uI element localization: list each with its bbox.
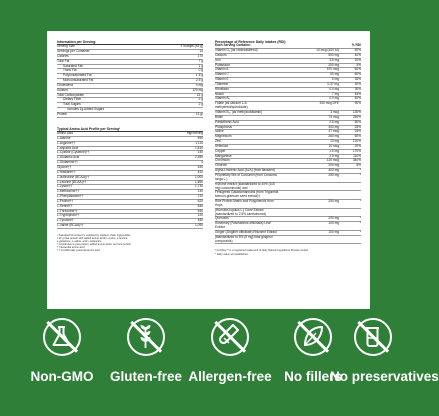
rdi-row-name: Proprietary Mix of Curcumin (from Curcuma longa L.) — [215, 172, 277, 181]
rdi-row-amount: 100 mg — [328, 229, 339, 234]
amino-row-value: 0 — [201, 160, 203, 165]
rdi-row-percent: 60% — [354, 134, 361, 139]
amino-row-value: 1,000 — [195, 174, 203, 179]
serving-row-value: 13 g² — [195, 112, 203, 117]
serving-row-value: 2.5 g — [195, 78, 203, 83]
rdi-row-amount: 250 mg — [328, 199, 339, 204]
amino-row-name: L-Histidine†† — [57, 169, 76, 174]
amino-row-name: L-Glutamine†† — [57, 160, 78, 165]
rdi-row-name: Vitamin A — [215, 67, 229, 72]
rdi-row-amount: 2.5 mg — [329, 119, 339, 124]
amino-row-value: 720 — [197, 194, 203, 199]
rdi-table — [215, 49, 361, 244]
amino-row-value: 1,730 — [195, 184, 203, 189]
rdi-row-percent: * — [359, 216, 361, 221]
leaf-icon — [294, 318, 332, 356]
rdi-row-amount: 250 mg — [328, 172, 339, 177]
serving-row-value: 14 — [199, 49, 203, 54]
rdi-row-amount — [279, 191, 339, 199]
amino-row-name: L-Tyrosine† — [57, 218, 74, 223]
badge-label: No preservatives — [330, 369, 439, 384]
rdi-row-amount: 400 mg — [328, 168, 339, 173]
rdi-row-name: Zinc — [215, 139, 222, 144]
amino-row-name: L-Alanine — [57, 135, 71, 140]
rdi-row-name: (Humulus lupulus L.) Cone Extract (standardized to 2.5% xanthohumol) — [215, 207, 267, 216]
rdi-row-amount: 570 mcg — [326, 67, 339, 72]
rdi-row-name: Chloride — [215, 163, 227, 168]
serving-row-value: 170 — [197, 53, 203, 58]
rdi-row-percent: 60% — [354, 72, 361, 77]
rdi-row-name: Thiamine — [215, 81, 229, 86]
rdi-row-name: Copper — [215, 148, 226, 153]
rdi-row-name: (standardized to 5% (5 mg) total gingerol compounds) — [215, 234, 273, 243]
serving-row-name: Total Fat — [57, 58, 70, 63]
rdi-row-percent: 170% — [352, 148, 361, 153]
test-tube-icon — [211, 318, 249, 356]
serving-row-name: Trans Fat — [63, 68, 77, 73]
rdi-row-name: Iron — [215, 57, 221, 62]
serving-row-value: 1.5 g — [195, 73, 203, 78]
rdi-row-amount: 5 mg — [331, 77, 339, 82]
rdi-row-percent: 30% — [354, 86, 361, 91]
badge-no-preservatives — [330, 318, 439, 384]
rdi-title: Percentage of Reference Daily Intakes (RDI) — [215, 40, 286, 44]
rdi-row-amount: 37 mcg — [328, 129, 339, 134]
rdi-row-amount: 100 mg — [328, 221, 339, 226]
amino-row-name: L-Phenylalanine†† — [57, 194, 84, 199]
rdi-row-percent — [339, 191, 361, 199]
amino-row-value: 140 — [197, 150, 203, 155]
serving-row-value: 0 g — [198, 68, 203, 73]
rdi-row-percent: * — [359, 229, 361, 234]
rdi-row-name: Manganese — [215, 153, 232, 158]
rdi-row-percent: 45% — [354, 91, 361, 96]
amino-row-value: 530 — [197, 164, 203, 169]
rdi-row-percent: 25% — [354, 124, 361, 129]
rdi-row-amount: 75 mcg — [328, 114, 339, 119]
rdi-row-amount: 0.37 mg — [327, 81, 339, 86]
rdi-row-percent: 20% — [354, 143, 361, 148]
amino-row-name: L-Serine†† — [57, 203, 73, 208]
amino-row-value: 2,350 — [195, 155, 203, 160]
rdi-row-percent — [339, 236, 361, 244]
amino-row-value: 590 — [197, 135, 203, 140]
rdi-row-percent: 250% — [352, 114, 361, 119]
rdi-row-percent: 50% — [354, 96, 361, 101]
badge-label: Gluten-free — [109, 369, 182, 384]
serving-info-title: Information per Serving: — [57, 40, 203, 45]
rdi-row-name: Rosemary (Rosmarinus officinalis) Leaf Extract — [215, 221, 271, 230]
rdi-row-amount: 3 mcg — [330, 110, 339, 115]
serving-row-name: Monounsaturated Fat — [63, 78, 94, 83]
footnote-line: †† Essential amino acid — [57, 246, 85, 250]
rdi-row-name: Vitamin B₁₂ (as methylcobalamin) — [215, 110, 263, 115]
badge-label: No fillers — [284, 369, 342, 384]
rdi-row-amount: 10 mcg (400 IU) — [316, 48, 339, 53]
rdi-row-amount: 500 mg — [328, 52, 339, 57]
rdi-row-amount: 2.5 mg — [329, 153, 339, 158]
amino-row-value: 120 — [197, 213, 203, 218]
rdi-row-name: Biotin — [215, 114, 223, 119]
serving-row-name: Protein — [57, 112, 68, 117]
rdi-header-name: Each Serving Contains: — [215, 43, 251, 48]
amino-row-name: L-Proline†† — [57, 198, 74, 203]
amino-row-name: L-Tryptophan†† — [57, 213, 80, 218]
amino-row-value: 1,610 — [195, 145, 203, 150]
rdi-row-percent: 60% — [354, 67, 361, 72]
flask-icon — [43, 318, 81, 356]
footnote-line: * Daily value not established — [215, 252, 248, 256]
rdi-row-percent: 90% — [354, 101, 361, 106]
rdi-row-name: Alpha-Linolenic Acid (ALA) (from flaxseed) — [215, 168, 275, 173]
rdi-row-amount — [279, 209, 339, 217]
serving-row-name: Saturated Fat¹ — [63, 63, 84, 68]
rdi-row-amount: 0.4 mg — [329, 86, 339, 91]
serving-row-name: Sodium — [57, 87, 68, 92]
footnote-line: †† Conditionally essential amino acid — [57, 249, 100, 253]
serving-row-name: Dietary Fiber — [63, 97, 82, 102]
serving-row-value: 0 mg — [195, 82, 203, 87]
rdi-row-amount: 200 mg — [328, 216, 339, 221]
rdi-row-name: Calcium — [215, 52, 227, 57]
left-column — [57, 40, 203, 303]
rdi-row-amount: 13 mg — [330, 139, 339, 144]
amino-row-value: 510 — [197, 169, 203, 174]
rdi-row-name: Selenium — [215, 143, 229, 148]
amino-header-name: Amino Acid — [57, 131, 73, 136]
rdi-row-amount: 10 mcg — [328, 143, 339, 148]
rdi-row-percent: 35% — [354, 77, 361, 82]
serving-row-value: 13 g — [196, 92, 203, 97]
rdi-row-amount: 1.5 mg — [329, 148, 339, 153]
feature-badges — [0, 318, 439, 416]
beaker-icon — [354, 318, 392, 356]
amino-row-name: L-Threonine†† — [57, 208, 78, 213]
rdi-row-name: Iodine — [215, 129, 224, 134]
rdi-row-percent: 8% — [356, 163, 361, 168]
badge-allergen-free — [185, 318, 275, 384]
amino-row-name: L-Glutamic Acid — [57, 155, 80, 160]
rdi-row — [215, 209, 361, 218]
left-footnotes — [57, 234, 203, 253]
rdi-row-percent: 50% — [354, 48, 361, 53]
serving-info-table — [57, 45, 203, 118]
amino-row-value: 140 — [197, 189, 203, 194]
badge-gluten-free — [101, 318, 191, 384]
badge-label: Non-GMO — [30, 369, 94, 384]
rdi-row-amount — [279, 236, 339, 244]
amino-row-name: Glycine†† — [57, 164, 72, 169]
serving-row-value: 7 g — [198, 58, 203, 63]
rdi-row-amount: 3.5 mg — [329, 57, 339, 62]
rdi-row-name: Pantothenic Acid — [215, 119, 239, 124]
amino-row-value: 640 — [197, 203, 203, 208]
rdi-row-percent — [339, 183, 361, 191]
serving-row-name: Servings per Container — [57, 49, 90, 54]
rdi-row-name: Rice Protein Matrix and Polyphenols from Hops — [215, 199, 274, 207]
rdi-row-percent: 340% — [352, 158, 361, 163]
footnote-line: ³ Contributes to pea protein, added amino acids, and rice protein — [57, 243, 131, 247]
rdi-row-amount: 260 mg — [328, 134, 339, 139]
amino-row-value: 1,110 — [195, 140, 203, 145]
rdi-row-percent: 4% — [356, 62, 361, 67]
rdi-row-name: Quercetin — [215, 216, 229, 221]
footnote-line: ¹ Saturated fat content is supplied by medium chain triglycerides — [57, 233, 131, 237]
amino-row-value: 1,560 — [195, 179, 203, 184]
rdi-row-name: Ginger (Zingiber officinale) Rhizome Extract — [215, 229, 277, 234]
amino-row-value: 540 — [197, 218, 203, 223]
amino-row-name: L-Aspartic Acid — [57, 145, 79, 150]
rdi-row-name: Phosphorus — [215, 124, 233, 129]
rdi-row-name: Chromium — [215, 158, 230, 163]
rdi-row-percent: 50% — [354, 119, 361, 124]
rdi-row-amount: 200 mg — [328, 62, 339, 67]
footnote-line: ² 13 g total protein with added amino acids L-lysine, L-leucine, — [57, 237, 129, 241]
serving-row-name: Cholesterol — [57, 82, 74, 87]
rdi-row-name: Vitamin C — [215, 72, 229, 77]
rdi-row-percent: 130% — [352, 110, 361, 115]
rdi-row-amount: 0.9 mg — [329, 96, 339, 101]
rdi-row-name: Folate (as calcium L-5-methyltetrahydrofolate) — [215, 101, 248, 110]
rdi-row-percent: * — [359, 221, 361, 226]
rdi-row-percent: * — [359, 172, 361, 177]
rdi-row-percent: 30% — [354, 81, 361, 86]
serving-row-value: 1 g — [198, 63, 203, 68]
rdi-row-name: Vitamin D₃ (as cholecalciferol) — [215, 48, 258, 53]
amino-header-value: mg/Serving — [186, 131, 203, 136]
rdi-row-percent: 20% — [354, 57, 361, 62]
rdi-row-amount: 200 mg — [328, 163, 339, 168]
right-footnotes — [215, 249, 361, 255]
amino-row-name: L-Cystine (Cysteine)†† — [57, 150, 90, 155]
serving-row-name: Polyunsaturated Fat — [63, 73, 92, 78]
rdi-row-name: Vitamin B₆ — [215, 96, 230, 101]
rdi-row-name: Potassium — [215, 62, 230, 67]
rdi-row-percent: * — [359, 199, 361, 204]
amino-row-value: 540 — [197, 208, 203, 213]
amino-row-name: L-Leucine (BCAA)†† — [57, 179, 87, 184]
rdi-row-amount: 50 mg — [330, 72, 339, 77]
footnote-line: †CurQfen™ is a registered trademark of Akay Natural Ingredients Private Limited — [215, 249, 308, 253]
wheat-icon — [127, 318, 165, 356]
rdi-row-percent — [339, 209, 361, 217]
amino-row-name: L-Valine (BCAA)†† — [57, 223, 84, 228]
rdi-header-percent: % RDI — [351, 43, 361, 48]
rdi-row-amount: 7 mg — [331, 91, 339, 96]
rdi-row-amount: 340 mg — [328, 124, 339, 129]
rdi-row-name: Riboflavin — [215, 86, 229, 91]
amino-row-value: 620 — [197, 198, 203, 203]
rdi-row — [215, 236, 361, 245]
serving-row-name: Calories — [57, 53, 69, 58]
amino-row-name: L-Arginine†† — [57, 140, 76, 145]
serving-row-name: Includes 1g Added Sugars — [67, 107, 105, 112]
serving-row-value: 120 mg — [192, 87, 203, 92]
amino-row-name: L-Isoleucine (BCAA)†† — [57, 174, 90, 179]
amino-row-value: 1,090 — [195, 223, 203, 228]
nutrition-panel — [47, 31, 370, 309]
serving-row-name: Serving Size — [57, 44, 75, 49]
rdi-row-name: Vitamin E — [215, 77, 229, 82]
amino-row-name: L-Methionine†† — [57, 189, 79, 194]
serving-row-name: Total Sugars — [63, 102, 81, 107]
rdi-row-percent: 120% — [352, 139, 361, 144]
rdi-row-amount — [279, 183, 339, 191]
rdi-row-percent: 40% — [354, 52, 361, 57]
amino-acid-table — [57, 137, 203, 229]
amino-acid-title: Typical Amino Acid Profile per Serving³ — [57, 127, 203, 132]
rdi-row-name: Fenugreek Galactomannans (from Trigonella foenum-graecum seed extract)† — [215, 190, 279, 199]
rdi-row-name: rhizome extract (standardized to 40% (100 mg) curcuminoids) and — [215, 181, 276, 190]
rdi-row-percent: 110% — [353, 153, 361, 158]
rdi-row-amount: 120 mcg — [326, 158, 339, 163]
rdi-row-amount: 340 mcg DFE — [319, 101, 339, 106]
right-column — [215, 40, 361, 303]
rdi-row-percent: 25% — [354, 129, 361, 134]
amino-row-name: L-Lysine†† — [57, 184, 73, 189]
rdi-row-percent: * — [359, 168, 361, 173]
serving-row-value: 2 g — [198, 97, 203, 102]
rdi-row-name: Niacin — [215, 91, 224, 96]
rdi-row-name: Magnesium — [215, 134, 232, 139]
serving-row-name: Total Carbohydrate — [57, 92, 84, 97]
badge-non-gmo — [17, 318, 107, 384]
serving-row-value: 2 g — [198, 102, 203, 107]
badge-label: Allergen-free — [188, 369, 272, 384]
serving-row-value: 2 Scoops (43 g) — [180, 44, 203, 49]
footnote-line: L-glutamine, L-valine, and L-isoleucine — [57, 240, 102, 244]
